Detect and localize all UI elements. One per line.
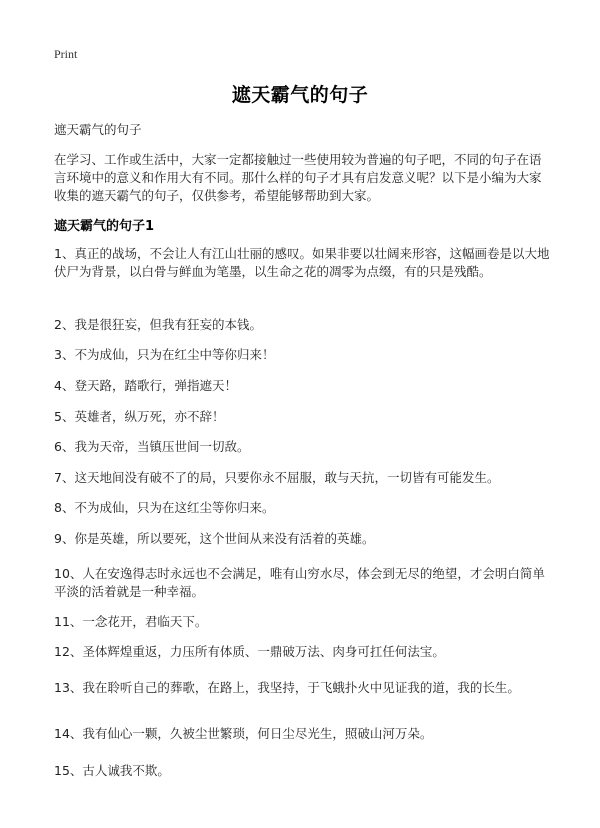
list-item: 8、不为成仙，只为在这红尘等你归来。 bbox=[54, 500, 275, 515]
list-item: 9、你是英雄，所以要死，这个世间从来没有活着的英雄。 bbox=[54, 531, 375, 546]
page-subtitle: 遮天霸气的句子 bbox=[54, 122, 142, 137]
section-heading: 遮天霸气的句子1 bbox=[54, 219, 155, 234]
list-item: 1、真正的战场，不会让人有江山壮丽的感叹。如果非要以壮阔来形容，这幅画卷是以大地伏尸为背景，以白骨与鲜血为笔墨，以生命之花的凋零为点缀，有的只是残酷。 bbox=[54, 246, 550, 279]
list-item: 6、我为天帝，当镇压世间一切敌。 bbox=[54, 439, 250, 454]
list-item: 5、英雄者，纵万死，亦不辞！ bbox=[54, 409, 225, 424]
list-item: 15、古人诚我不欺。 bbox=[54, 763, 170, 778]
intro-paragraph: 在学习、工作或生活中，大家一定都接触过一些使用较为普遍的句子吧，不同的句子在语言环境中的意义和作用大有不同。那什么样的句子才具有启发意义呢？以下是小编为大家收集的遮天霸气的句子，仅供参考，希望能够帮助到大家。 bbox=[54, 152, 542, 203]
list-item: 3、不为成仙，只为在红尘中等你归来！ bbox=[54, 347, 275, 362]
list-item: 13、我在聆听自己的葬歌，在路上，我坚持，于飞蛾扑火中见证我的道，我的长生。 bbox=[54, 680, 520, 695]
print-link[interactable]: Print bbox=[54, 47, 78, 61]
list-item: 14、我有仙心一颗，久被尘世繁琐，何日尘尽光生，照破山河万朵。 bbox=[54, 726, 433, 741]
list-item: 4、登天路，踏歌行，弹指遮天！ bbox=[54, 378, 237, 393]
list-item: 10、人在安逸得志时永远也不会满足，唯有山穷水尽，体会到无尽的绝望，才会明白简单平淡的活着就是一种幸福。 bbox=[54, 566, 545, 599]
list-item: 7、这天地间没有破不了的局，只要你永不屈服，敢与天抗，一切皆有可能发生。 bbox=[54, 470, 500, 485]
list-item: 2、我是很狂妄，但我有狂妄的本钱。 bbox=[54, 317, 262, 332]
page-title: 遮天霸气的句子 bbox=[231, 84, 369, 106]
list-item: 11、一念花开，君临天下。 bbox=[54, 614, 208, 629]
list-item: 12、圣体辉煌重返，力压所有体质、一鼎破万法、肉身可扛任何法宝。 bbox=[54, 644, 445, 659]
